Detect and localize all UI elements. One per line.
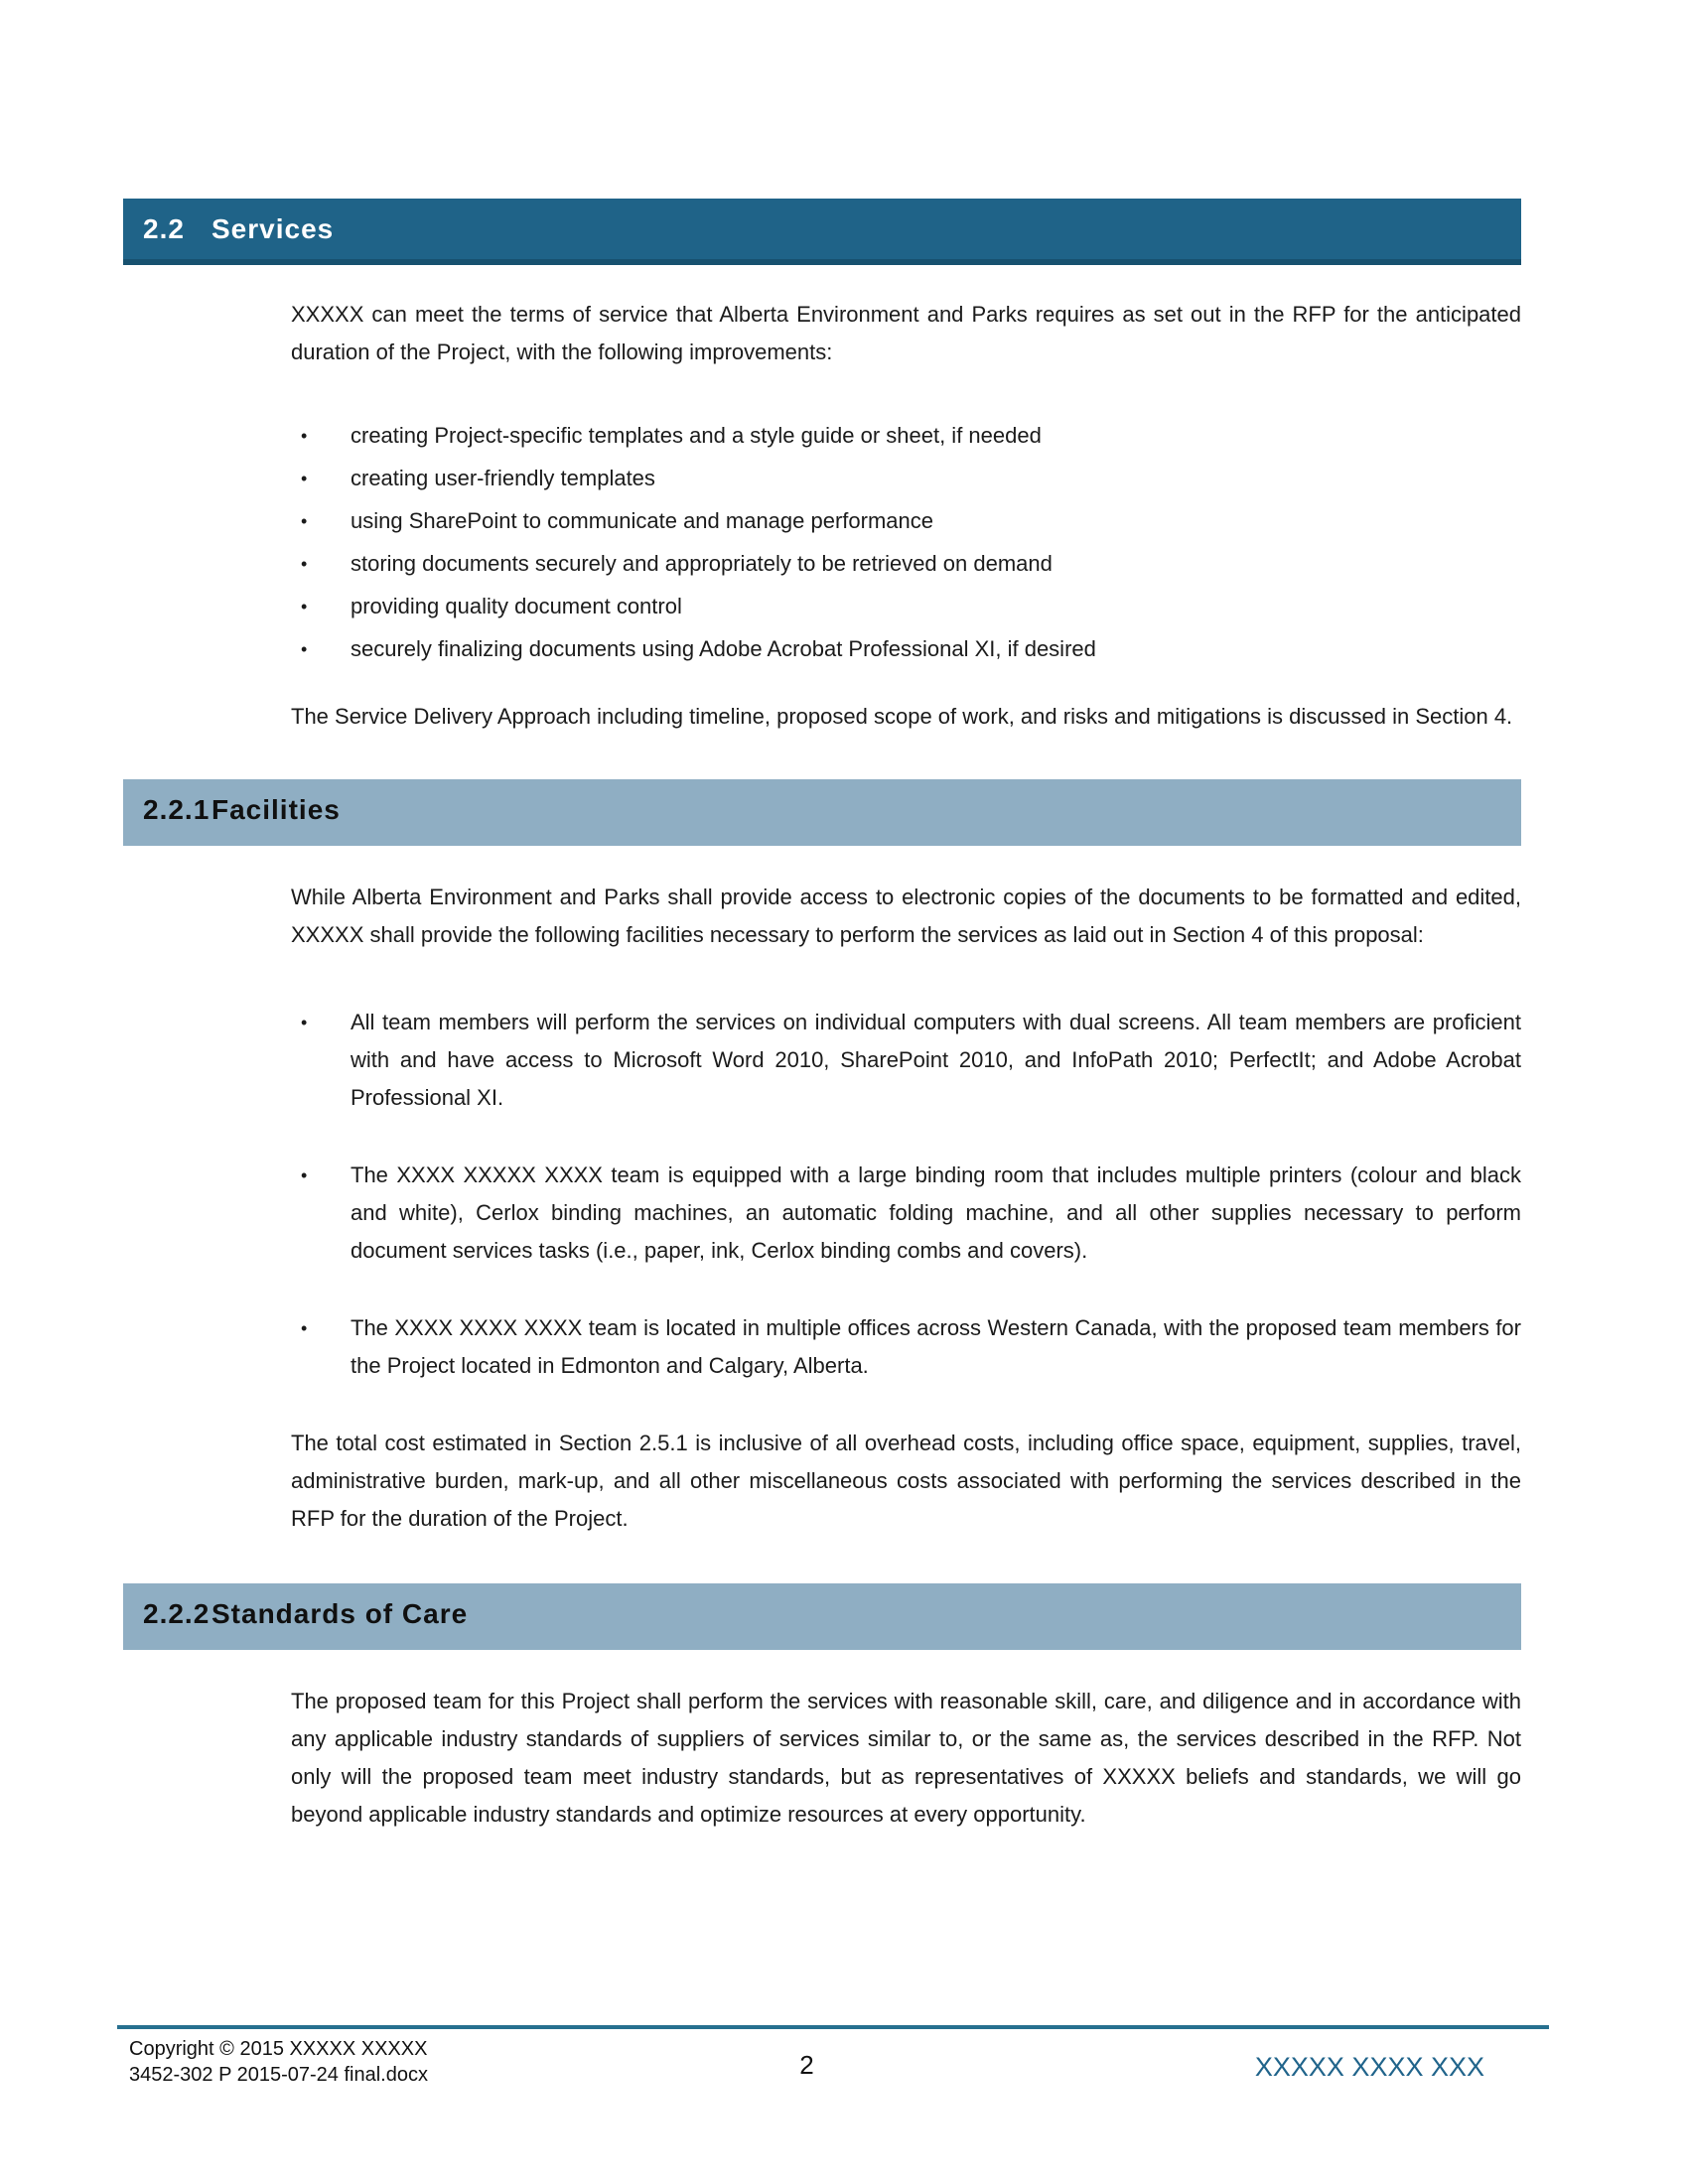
facilities-bullet-list <box>291 1004 1521 1385</box>
list-item <box>291 630 1521 668</box>
list-item-text: The XXXX XXXX XXXX team is located in multiple offices across Western Canada, with the proposed team members for the Project located in Edmonton and Calgary, Alberta. <box>351 1315 1521 1378</box>
bullet-icon: • <box>301 1013 308 1032</box>
bullet-icon: • <box>301 1165 308 1185</box>
footer-company-name: XXXXX XXXX XXX <box>1254 2052 1484 2082</box>
section-title: Facilities <box>211 793 341 825</box>
standards-paragraph: The proposed team for this Project shall perform the services with reasonable skill, care, and diligence and in accordance with any applicable industry standards of suppliers of services similar to, or the same as, the services described in the RFP. Not only will the proposed team meet industry standards, but as representatives of XXXXX beliefs and standards, we will go beyond applicable industry standards and optimize resources at every opportunity. <box>291 1689 1521 1827</box>
section-number: 2.2.1 <box>143 793 211 825</box>
list-item <box>291 1157 1521 1270</box>
list-item <box>291 460 1521 497</box>
list-item-text: using SharePoint to communicate and manage performance <box>351 508 934 533</box>
bullet-icon: • <box>301 639 308 659</box>
list-item <box>291 1004 1521 1117</box>
list-item-text: providing quality document control <box>351 594 682 618</box>
section-heading-services <box>123 199 1521 265</box>
section-heading-standards-of-care <box>123 1583 1521 1650</box>
list-item-text: The XXXX XXXXX XXXX team is equipped with a large binding room that includes multiple printers (colour and black and white), Cerlox binding machines, an automatic folding machine, and all other supplies necessary to perform document services tasks (i.e., paper, ink, Cerlox binding combs and covers). <box>351 1162 1521 1263</box>
page-footer <box>117 2025 1549 2088</box>
list-item-text: storing documents securely and appropriately to be retrieved on demand <box>351 551 1053 576</box>
bullet-icon: • <box>301 554 308 574</box>
bullet-icon: • <box>301 511 308 531</box>
bullet-icon: • <box>301 469 308 488</box>
services-intro-paragraph: XXXXX can meet the terms of service that Alberta Environment and Parks requires as set out in the RFP for the anticipated duration of the Project, with the following improvements: <box>291 302 1521 364</box>
list-item-text: securely finalizing documents using Adobe Acrobat Professional XI, if desired <box>351 636 1096 661</box>
facilities-intro-paragraph: While Alberta Environment and Parks shall provide access to electronic copies of the documents to be formatted and edited, XXXXX shall provide the following facilities necessary to perform the services as laid out in Section 4 of this proposal: <box>291 885 1521 947</box>
list-item-text: creating Project-specific templates and a style guide or sheet, if needed <box>351 423 1042 448</box>
list-item <box>291 502 1521 540</box>
list-item <box>291 588 1521 625</box>
facilities-outro-paragraph: The total cost estimated in Section 2.5.1 is inclusive of all overhead costs, including office space, equipment, supplies, travel, administrative burden, mark-up, and all other miscellaneous costs associated with performing the services described in the RFP for the duration of the Project. <box>291 1431 1521 1531</box>
bullet-icon: • <box>301 597 308 616</box>
section-title: Standards of Care <box>211 1597 469 1629</box>
footer-copyright <box>117 2036 799 2088</box>
services-bullet-list <box>291 417 1521 668</box>
services-outro-paragraph: The Service Delivery Approach including timeline, proposed scope of work, and risks and mitigations is discussed in Section 4. <box>291 704 1513 729</box>
footer-copyright-line1: Copyright © 2015 XXXXX XXXXX <box>129 2038 428 2060</box>
section-number: 2.2 <box>143 212 185 244</box>
section-heading-facilities <box>123 779 1521 846</box>
bullet-icon: • <box>301 1318 308 1338</box>
list-item <box>291 545 1521 583</box>
bullet-icon: • <box>301 426 308 446</box>
page-number: 2 <box>799 2050 814 2080</box>
list-item-text: All team members will perform the services on individual computers with dual screens. All team members are proficient with and have access to Microsoft Word 2010, SharePoint 2010, and InfoPath 2010; PerfectIt; and Adobe Acrobat Professional XI. <box>351 1010 1521 1110</box>
document-content <box>123 0 1521 1834</box>
section-title: Services <box>211 212 335 244</box>
list-item <box>291 417 1521 455</box>
list-item <box>291 1309 1521 1385</box>
list-item-text: creating user-friendly templates <box>351 466 655 490</box>
section-number: 2.2.2 <box>143 1597 211 1629</box>
footer-filename: 3452-302 P 2015-07-24 final.docx <box>129 2064 428 2086</box>
